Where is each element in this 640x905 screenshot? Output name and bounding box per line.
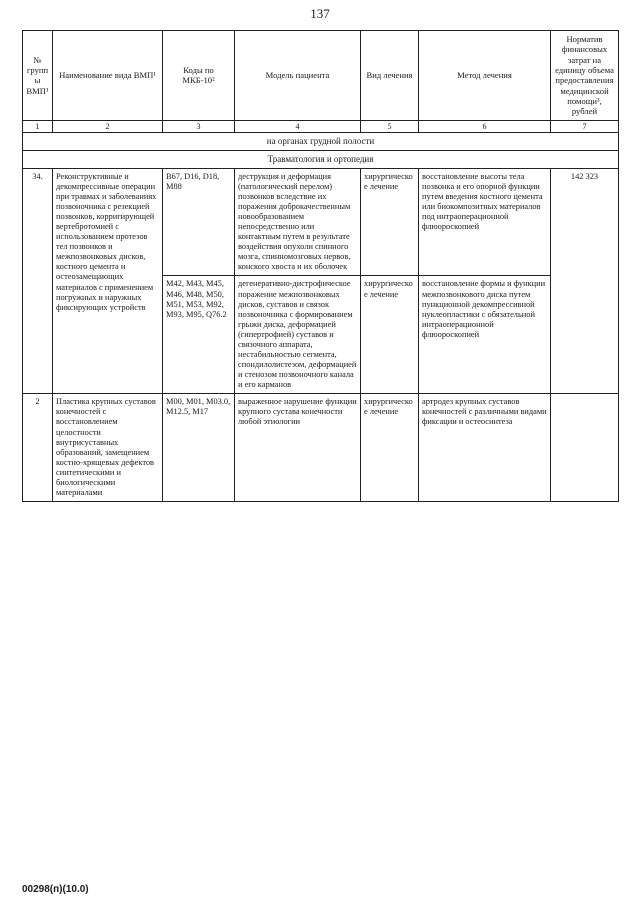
section-row-trauma (23, 150, 619, 168)
header-treatment-type: Вид лечения (361, 31, 419, 121)
vmp-table-container (22, 30, 618, 502)
row-group-number: 2 (23, 394, 53, 502)
header-row (23, 31, 619, 121)
section-trauma: Травматология и ортопедия (23, 150, 619, 168)
row-icd-codes: B67, D16, D18, M88 (163, 168, 235, 276)
column-number: 5 (361, 120, 419, 133)
header-group: № группы ВМП¹ (23, 31, 53, 121)
section-chest: на органах грудной полости (23, 133, 619, 151)
column-number: 3 (163, 120, 235, 133)
column-number-row (23, 120, 619, 133)
row-cost-standard (551, 394, 619, 502)
row-group-number: 34. (23, 168, 53, 394)
header-patient: Модель пациента (235, 31, 361, 121)
column-number: 7 (551, 120, 619, 133)
row-icd-codes: M42, M43, M45, M46, M48, M50, M51, M53, M92, M93, M95, Q76.2 (163, 276, 235, 394)
table-row (23, 394, 619, 502)
row-patient-model: дегенеративно-дистрофическое поражение межпозвонковых дисков, суставов и связок позвоночника с формированием грыжи диска, деформацией (гипертрофией) суставов и связочного аппарата, нестабильностью сегмента, спондилолистезом, деформацией и стенозом позвоночного канала и его карманов (235, 276, 361, 394)
document-code: 00298(п)(10.0) (22, 884, 89, 895)
header-method: Метод лечения (419, 31, 551, 121)
row-treatment-method: восстановление высоты тела позвонка и его опорной функции путем введения костного цемента или биокомпозитных материалов под интраоперационной флюороскопией (419, 168, 551, 276)
row-treatment-method: восстановление формы и функции межпозвонкового диска путем пункционной декомпрессивной нуклеопластики с обязательной интраоперационной флюороскопией (419, 276, 551, 394)
row-treatment-type: хирургическое лечение (361, 168, 419, 276)
row-treatment-method: артродез крупных суставов конечностей с различными видами фиксации и остеосинтеза (419, 394, 551, 502)
row-patient-model: деструкция и деформация (патологический перелом) позвонков вследствие их поражения доброкачественным новообразованием непосредственно или контактным путем в результате воздействия опухоли спинного мозга, спинномозговых нервов, конского хвоста и их оболочек (235, 168, 361, 276)
row-patient-model: выраженное нарушение функции крупного сустава конечности любой этиологии (235, 394, 361, 502)
row-cost-standard: 142 323 (551, 168, 619, 394)
column-number: 6 (419, 120, 551, 133)
row-icd-codes: M00, M01, M03.0, M12.5, M17 (163, 394, 235, 502)
row-vmp-name: Пластика крупных суставов конечностей с восстановлением целостности внутрисуставных образований, замещением костно-хрящевых дефектов синтетическими и биологическими материалами (53, 394, 163, 502)
row-vmp-name: Реконструктивные и декомпрессивные операции при травмах и заболеваниях позвоночника с резекцией позвонков, корригирующей вертебротомией с использованием протезов тел позвонков и межпозвонковых дисков, костного цемента и остеозамещающих материалов с применением погружных и наружных фиксирующих устройств (53, 168, 163, 394)
row-treatment-type: хирургическое лечение (361, 394, 419, 502)
column-number: 1 (23, 120, 53, 133)
table-row (23, 168, 619, 276)
header-codes: Коды по МКБ-10² (163, 31, 235, 121)
page-number: 137 (310, 6, 330, 21)
column-number: 4 (235, 120, 361, 133)
header-name: Наименование вида ВМП¹ (53, 31, 163, 121)
row-treatment-type: хирургическое лечение (361, 276, 419, 394)
column-number: 2 (53, 120, 163, 133)
vmp-table (22, 30, 619, 502)
section-row-chest (23, 133, 619, 151)
header-cost: Норматив финансовых затрат на единицу объема предоставления медицинской помощи³, рублей (551, 31, 619, 121)
